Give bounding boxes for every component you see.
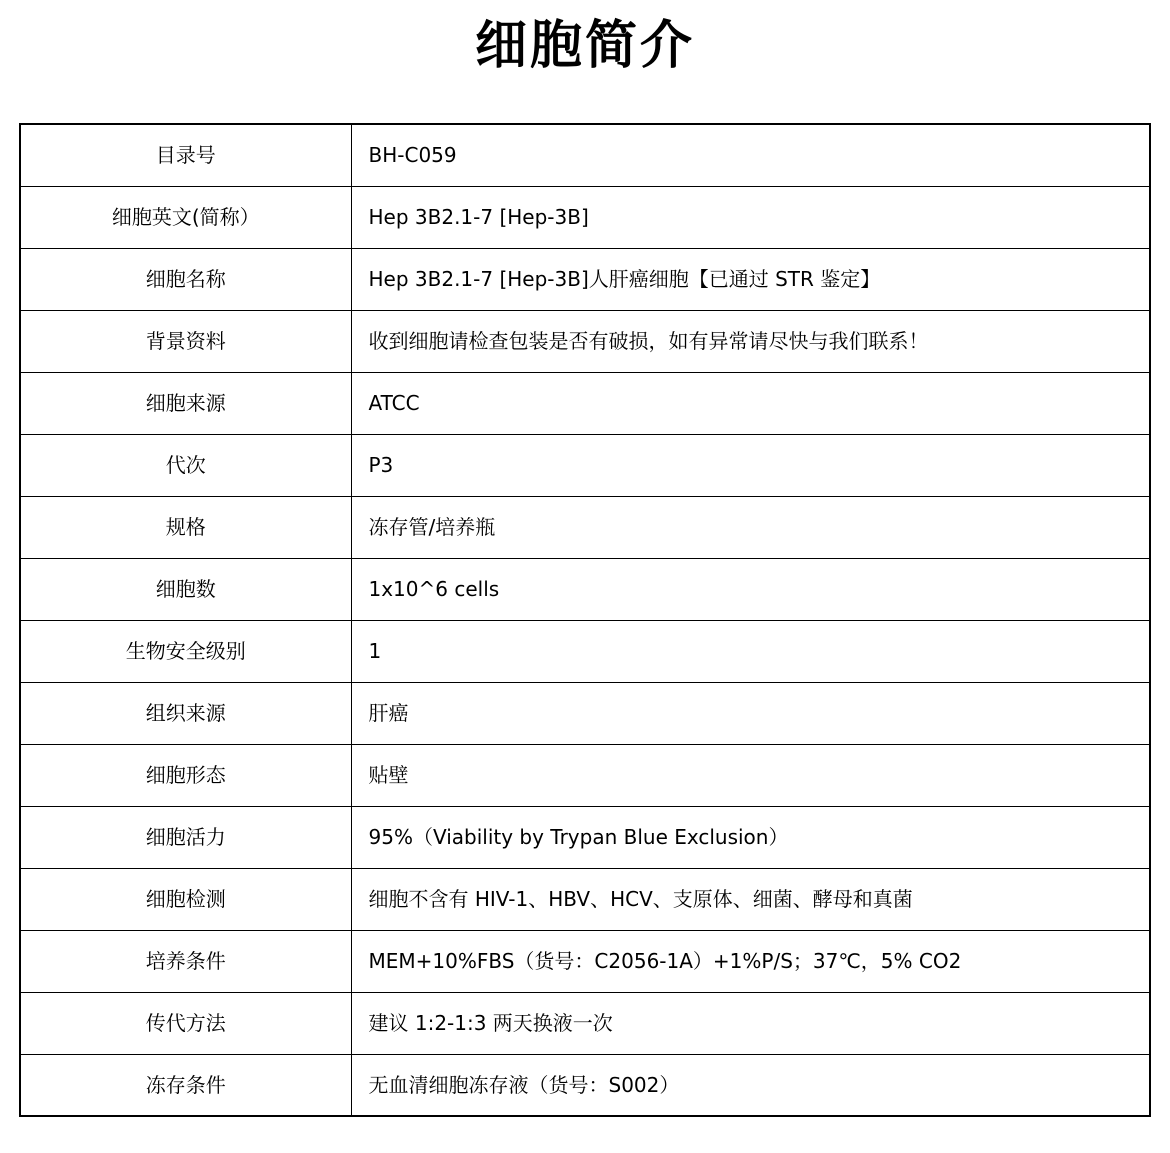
row-value-cell: ATCC <box>351 372 1150 434</box>
table-row <box>20 496 1150 558</box>
row-label-cell: 细胞形态 <box>20 744 351 806</box>
row-label-cell: 冻存条件 <box>20 1054 351 1116</box>
row-value-cell: 1 <box>351 620 1150 682</box>
row-value-cell: 冻存管/培养瓶 <box>351 496 1150 558</box>
row-value-cell: BH-C059 <box>351 124 1150 186</box>
table-row <box>20 248 1150 310</box>
table-row <box>20 930 1150 992</box>
cell-info-table <box>19 123 1151 1117</box>
row-value-cell: 收到细胞请检查包装是否有破损，如有异常请尽快与我们联系！ <box>351 310 1150 372</box>
row-value-cell: 建议 1:2-1:3 两天换液一次 <box>351 992 1150 1054</box>
table-row <box>20 372 1150 434</box>
row-value-cell: Hep 3B2.1-7 [Hep-3B] <box>351 186 1150 248</box>
row-label-cell: 背景资料 <box>20 310 351 372</box>
row-label-cell: 目录号 <box>20 124 351 186</box>
table-row <box>20 992 1150 1054</box>
row-value-cell: 贴壁 <box>351 744 1150 806</box>
row-label-cell: 代次 <box>20 434 351 496</box>
page-title: 细胞简介 <box>474 18 695 75</box>
row-value-cell: 95%（Viability by Trypan Blue Exclusion） <box>351 806 1150 868</box>
table-row <box>20 558 1150 620</box>
row-value-cell: 细胞不含有 HIV-1、HBV、HCV、支原体、细菌、酵母和真菌 <box>351 868 1150 930</box>
row-value-cell: 无血清细胞冻存液（货号：S002） <box>351 1054 1150 1116</box>
row-value-cell: MEM+10%FBS（货号：C2056-1A）+1%P/S；37℃，5% CO2 <box>351 930 1150 992</box>
table-row <box>20 434 1150 496</box>
table-row <box>20 806 1150 868</box>
table-row <box>20 620 1150 682</box>
cell-info-table-body <box>20 124 1150 1116</box>
row-label-cell: 生物安全级别 <box>20 620 351 682</box>
row-label-cell: 培养条件 <box>20 930 351 992</box>
row-label-cell: 细胞名称 <box>20 248 351 310</box>
row-value-cell: P3 <box>351 434 1150 496</box>
row-label-cell: 细胞活力 <box>20 806 351 868</box>
row-label-cell: 组织来源 <box>20 682 351 744</box>
table-row <box>20 682 1150 744</box>
row-value-cell: Hep 3B2.1-7 [Hep-3B]人肝癌细胞【已通过 STR 鉴定】 <box>351 248 1150 310</box>
row-label-cell: 细胞英文(简称） <box>20 186 351 248</box>
table-row <box>20 186 1150 248</box>
table-row <box>20 310 1150 372</box>
table-row <box>20 744 1150 806</box>
row-label-cell: 细胞数 <box>20 558 351 620</box>
row-value-cell: 肝癌 <box>351 682 1150 744</box>
table-row <box>20 1054 1150 1116</box>
table-row <box>20 124 1150 186</box>
row-label-cell: 细胞来源 <box>20 372 351 434</box>
row-value-cell: 1x10^6 cells <box>351 558 1150 620</box>
table-row <box>20 868 1150 930</box>
row-label-cell: 细胞检测 <box>20 868 351 930</box>
row-label-cell: 传代方法 <box>20 992 351 1054</box>
row-label-cell: 规格 <box>20 496 351 558</box>
